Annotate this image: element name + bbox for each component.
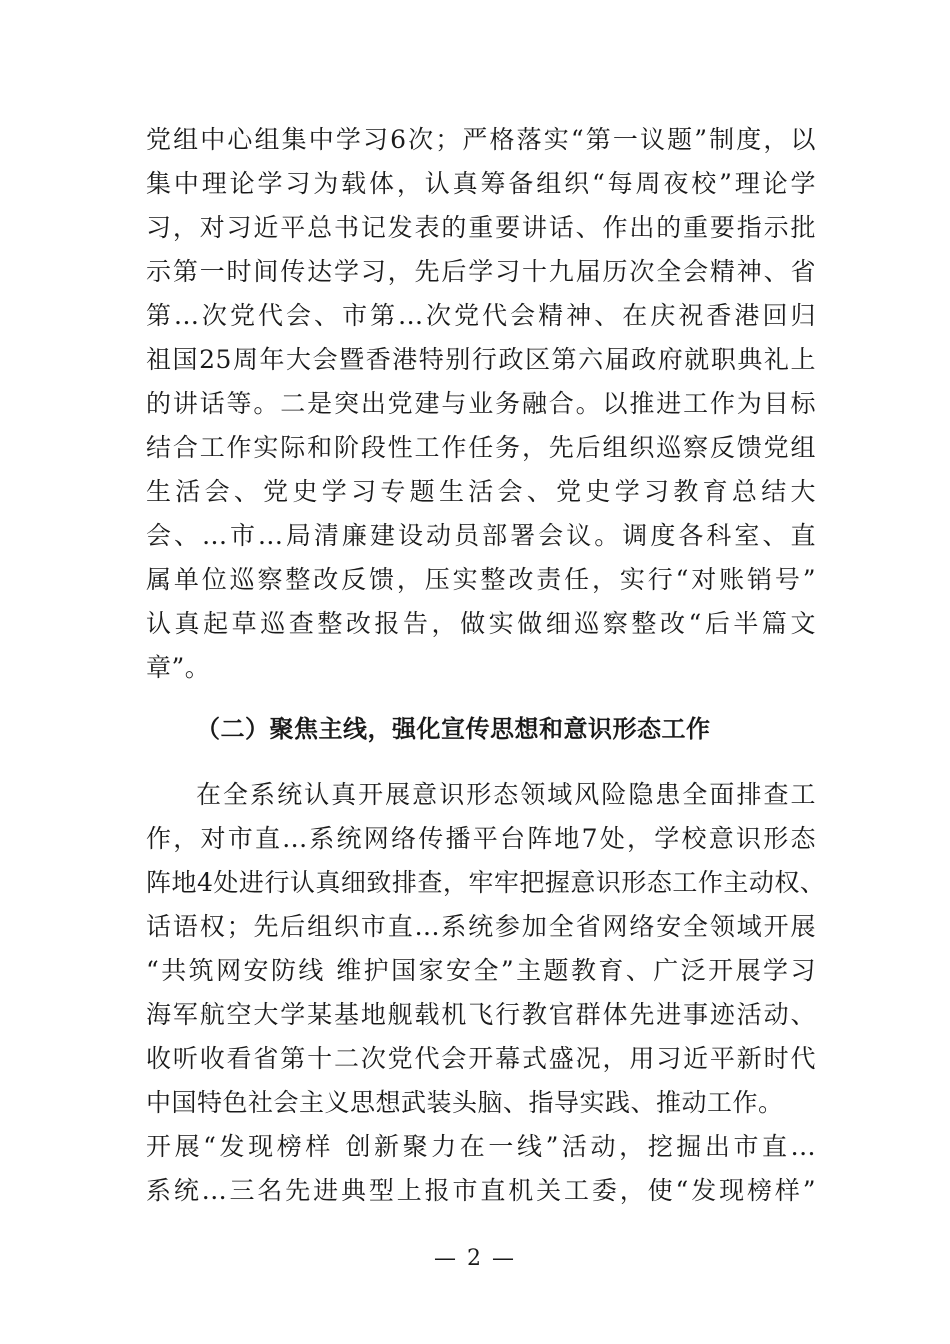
paragraph-line: 会、...市...局清廉建设动员部署会议。调度各科室、直 — [146, 521, 816, 550]
paragraph-line: 示第一时间传达学习，先后学习十九届历次全会精神、省 — [146, 257, 816, 286]
paragraph-line: 开展“发现榜样 创新聚力在一线”活动，挖掘出市直... — [146, 1132, 816, 1161]
paragraph-line: 属单位巡察整改反馈，压实整改责任，实行“对账销号” — [146, 565, 816, 594]
paragraph-line: 祖国25周年大会暨香港特别行政区第六届政府就职典礼上 — [146, 345, 816, 374]
paragraph-line: 第...次党代会、市第...次党代会精神、在庆祝香港回归 — [146, 301, 816, 330]
paragraph-line: 生活会、党史学习专题生活会、党史学习教育总结大 — [146, 477, 816, 506]
paragraph-line: 作，对市直...系统网络传播平台阵地7处，学校意识形态 — [146, 824, 816, 853]
paragraph-line: 话语权；先后组织市直...系统参加全省网络安全领域开展 — [146, 912, 816, 941]
paragraph-line: 系统...三名先进典型上报市直机关工委，使“发现榜样” — [146, 1176, 816, 1205]
page-number: — 2 — — [434, 1246, 516, 1271]
paragraph-line: 习，对习近平总书记发表的重要讲话、作出的重要指示批 — [146, 213, 816, 242]
paragraph-line: “共筑网安防线 维护国家安全”主题教育、广泛开展学习 — [146, 956, 816, 985]
paragraph-line: 中国特色社会主义思想武装头脑、指导实践、推动工作。 — [146, 1088, 784, 1117]
paragraph-line: 在全系统认真开展意识形态领域风险隐患全面排查工 — [196, 780, 816, 809]
paragraph-line: 海军航空大学某基地舰载机飞行教官群体先进事迹活动、 — [146, 1000, 816, 1029]
paragraph-line: 收听收看省第十二次党代会开幕式盛况，用习近平新时代 — [146, 1044, 816, 1073]
paragraph-line: 结合工作实际和阶段性工作任务，先后组织巡察反馈党组 — [146, 433, 816, 462]
section-heading: （二）聚焦主线，强化宣传思想和意识形态工作 — [196, 715, 711, 743]
paragraph-line: 认真起草巡查整改报告，做实做细巡察整改“后半篇文 — [146, 609, 816, 638]
paragraph-line: 集中理论学习为载体，认真筹备组织“每周夜校”理论学 — [146, 169, 816, 198]
paragraph-line: 阵地4处进行认真细致排查，牢牢把握意识形态工作主动权、 — [146, 868, 826, 897]
paragraph-line: 章”。 — [146, 653, 211, 682]
paragraph-line: 的讲话等。二是突出党建与业务融合。以推进工作为目标 — [146, 389, 816, 418]
paragraph-line: 党组中心组集中学习6次；严格落实“第一议题”制度，以 — [146, 125, 816, 154]
